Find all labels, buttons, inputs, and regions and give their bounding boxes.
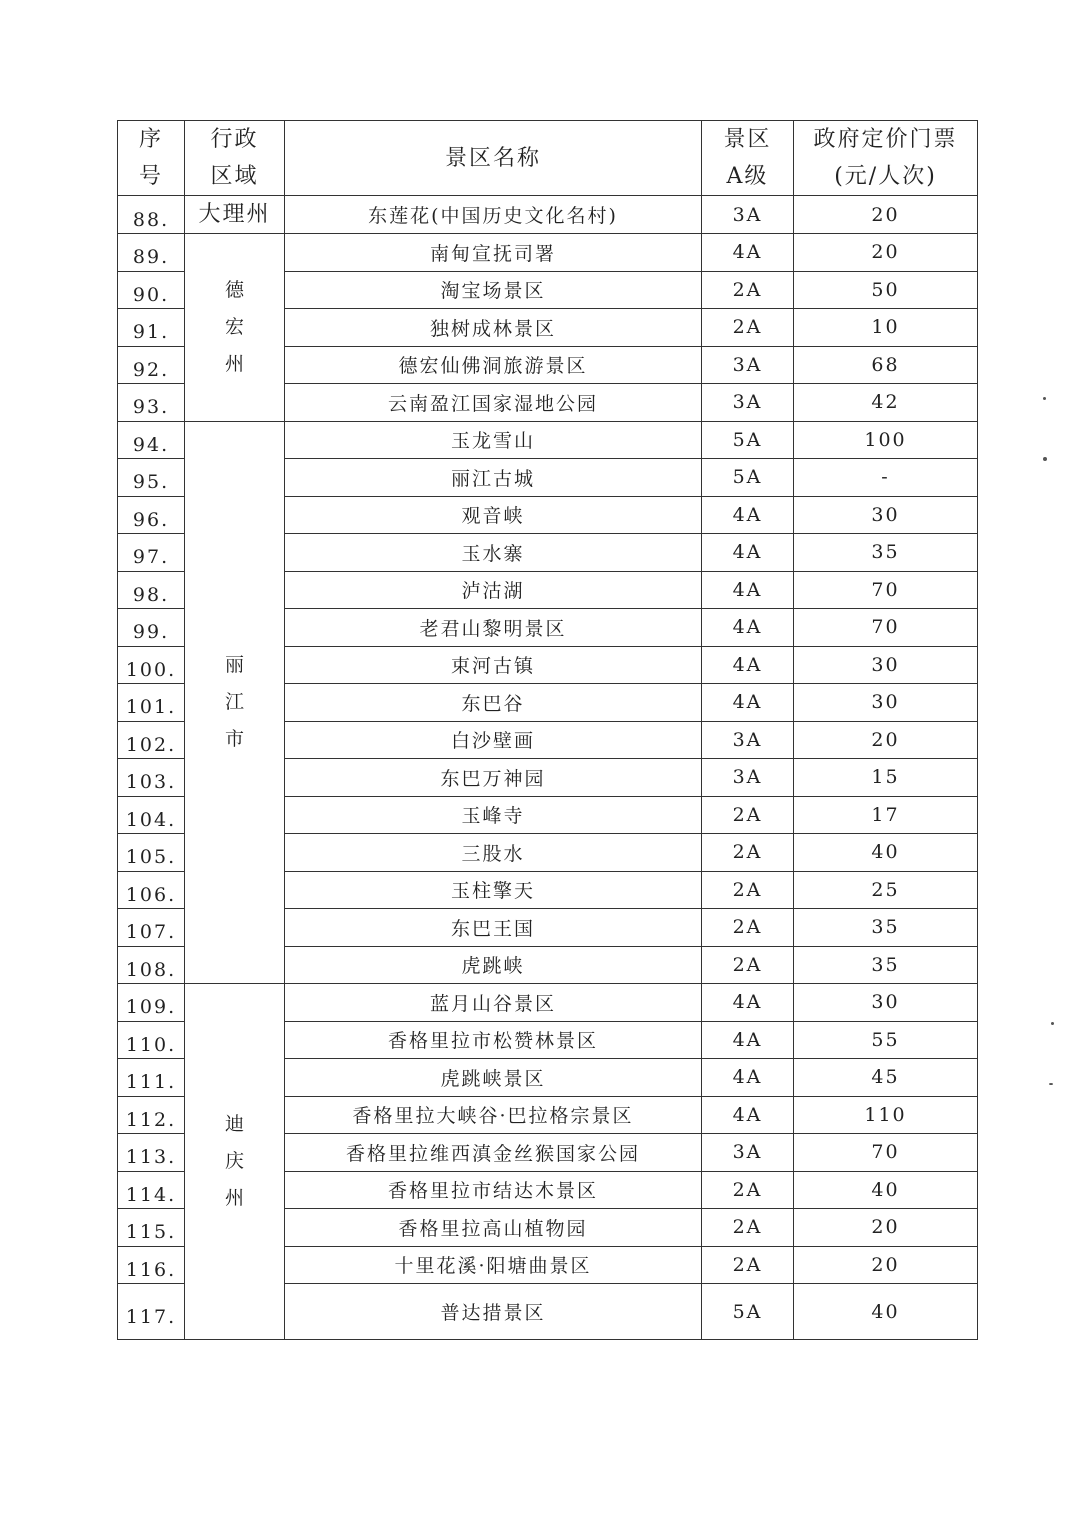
row-number-text: 115. — [125, 1221, 177, 1244]
row-number-text: 112. — [125, 1108, 177, 1131]
region-name: 德宏州 — [224, 278, 244, 375]
scenic-area-name: 玉峰寺 — [285, 796, 702, 834]
row-number — [118, 309, 185, 347]
ticket-price: 70 — [794, 609, 978, 647]
scenic-area-level: 4A — [702, 534, 794, 572]
scenic-area-level: 3A — [702, 196, 794, 234]
scenic-area-name: 观音峡 — [285, 496, 702, 534]
ticket-price: 68 — [794, 346, 978, 384]
row-number-text: 110. — [125, 1033, 177, 1056]
table-header-row — [118, 121, 978, 196]
row-number — [118, 1171, 185, 1209]
ticket-price: 30 — [794, 496, 978, 534]
row-number-text: 100. — [125, 658, 177, 681]
row-number — [118, 421, 185, 459]
row-number — [118, 271, 185, 309]
row-number — [118, 759, 185, 797]
scenic-area-name: 老君山黎明景区 — [285, 609, 702, 647]
scenic-area-name: 虎跳峡景区 — [285, 1059, 702, 1097]
region-name: 大理州 — [198, 202, 271, 227]
row-number — [118, 534, 185, 572]
ticket-price: 17 — [794, 796, 978, 834]
scenic-area-name: 玉柱擎天 — [285, 871, 702, 909]
scenic-area-name: 泸沽湖 — [285, 571, 702, 609]
row-number — [118, 609, 185, 647]
header-level: 景区A级 — [702, 121, 794, 196]
scenic-area-name: 香格里拉市松赞林景区 — [285, 1021, 702, 1059]
scenic-area-level: 3A — [702, 346, 794, 384]
ticket-price: 20 — [794, 1246, 978, 1284]
scenic-area-price-table — [117, 120, 978, 1340]
table-row — [118, 984, 978, 1022]
row-number — [118, 571, 185, 609]
row-number — [118, 871, 185, 909]
scenic-area-name: 三股水 — [285, 834, 702, 872]
region-name: 丽江市 — [224, 653, 244, 750]
row-number-text: 94. — [132, 433, 170, 456]
ticket-price: 30 — [794, 684, 978, 722]
ticket-price: 50 — [794, 271, 978, 309]
scenic-area-name: 束河古镇 — [285, 646, 702, 684]
scenic-area-level: 2A — [702, 1209, 794, 1247]
ticket-price: 70 — [794, 1134, 978, 1172]
row-number-text: 92. — [132, 358, 170, 381]
ticket-price: 35 — [794, 946, 978, 984]
ticket-price: - — [794, 459, 978, 497]
row-number-text: 105. — [125, 846, 177, 869]
scenic-area-level: 3A — [702, 721, 794, 759]
row-number — [118, 1021, 185, 1059]
ticket-price: 35 — [794, 534, 978, 572]
row-number-text: 117. — [125, 1305, 177, 1328]
scenic-area-name: 独树成林景区 — [285, 309, 702, 347]
scenic-area-level: 4A — [702, 234, 794, 272]
scenic-area-name: 蓝月山谷景区 — [285, 984, 702, 1022]
row-number — [118, 984, 185, 1022]
scenic-area-level: 2A — [702, 871, 794, 909]
scenic-area-name: 白沙壁画 — [285, 721, 702, 759]
scenic-area-level: 2A — [702, 834, 794, 872]
ticket-price: 42 — [794, 384, 978, 422]
ticket-price: 40 — [794, 834, 978, 872]
row-number-text: 102. — [125, 733, 177, 756]
scenic-area-level: 4A — [702, 1021, 794, 1059]
scenic-area-name: 香格里拉维西滇金丝猴国家公园 — [285, 1134, 702, 1172]
scenic-area-level: 4A — [702, 1059, 794, 1097]
row-number — [118, 721, 185, 759]
row-number-text: 107. — [125, 921, 177, 944]
scenic-area-level: 4A — [702, 1096, 794, 1134]
row-number-text: 113. — [125, 1146, 177, 1169]
row-number-text: 97. — [132, 546, 170, 569]
row-number — [118, 1246, 185, 1284]
row-number — [118, 384, 185, 422]
scenic-area-level: 5A — [702, 459, 794, 497]
scenic-area-level: 2A — [702, 1246, 794, 1284]
scenic-area-level: 5A — [702, 1284, 794, 1340]
scan-speck — [1049, 1083, 1053, 1085]
row-number — [118, 1096, 185, 1134]
row-number — [118, 1284, 185, 1340]
scenic-area-name: 东巴谷 — [285, 684, 702, 722]
ticket-price: 30 — [794, 984, 978, 1022]
scenic-area-level: 2A — [702, 309, 794, 347]
header-no: 序号 — [118, 121, 185, 196]
ticket-price: 30 — [794, 646, 978, 684]
ticket-price: 100 — [794, 421, 978, 459]
ticket-price: 45 — [794, 1059, 978, 1097]
scenic-area-name: 玉水寨 — [285, 534, 702, 572]
header-price: 政府定价门票(元/人次) — [794, 121, 978, 196]
scenic-area-name: 丽江古城 — [285, 459, 702, 497]
scan-speck — [1051, 1022, 1054, 1025]
row-number — [118, 459, 185, 497]
ticket-price: 35 — [794, 909, 978, 947]
scenic-area-level: 3A — [702, 384, 794, 422]
row-number-text: 106. — [125, 883, 177, 906]
row-number-text: 96. — [132, 508, 170, 531]
ticket-price: 20 — [794, 721, 978, 759]
row-number-text: 101. — [125, 696, 177, 719]
row-number — [118, 646, 185, 684]
scenic-area-name: 玉龙雪山 — [285, 421, 702, 459]
row-number — [118, 346, 185, 384]
scenic-area-name: 东巴万神园 — [285, 759, 702, 797]
scenic-area-name: 香格里拉高山植物园 — [285, 1209, 702, 1247]
scenic-area-name: 南甸宣抚司署 — [285, 234, 702, 272]
scenic-area-name: 普达措景区 — [285, 1284, 702, 1340]
table-row — [118, 421, 978, 459]
table-row — [118, 196, 978, 234]
row-number — [118, 834, 185, 872]
row-number — [118, 496, 185, 534]
scenic-area-name: 德宏仙佛洞旅游景区 — [285, 346, 702, 384]
scenic-area-name: 香格里拉市结达木景区 — [285, 1171, 702, 1209]
row-number-text: 91. — [132, 321, 170, 344]
scenic-area-level: 2A — [702, 909, 794, 947]
row-number — [118, 1209, 185, 1247]
row-number-text: 98. — [132, 583, 170, 606]
row-number — [118, 684, 185, 722]
row-number-text: 104. — [125, 808, 177, 831]
row-number-text: 114. — [125, 1183, 177, 1206]
region-cell — [185, 984, 285, 1340]
row-number-text: 95. — [132, 471, 170, 494]
row-number — [118, 946, 185, 984]
header-name: 景区名称 — [285, 121, 702, 196]
row-number-text: 88. — [132, 208, 170, 231]
ticket-price: 10 — [794, 309, 978, 347]
scenic-area-level: 3A — [702, 1134, 794, 1172]
ticket-price: 20 — [794, 196, 978, 234]
scan-speck — [1043, 457, 1047, 461]
ticket-price: 110 — [794, 1096, 978, 1134]
table-row — [118, 234, 978, 272]
scenic-area-name: 东巴王国 — [285, 909, 702, 947]
region-name: 迪庆州 — [224, 1113, 244, 1209]
scenic-area-name: 十里花溪·阳塘曲景区 — [285, 1246, 702, 1284]
row-number-text: 109. — [125, 996, 177, 1019]
scenic-area-level: 4A — [702, 984, 794, 1022]
scenic-area-level: 2A — [702, 271, 794, 309]
scenic-area-name: 东莲花(中国历史文化名村) — [285, 196, 702, 234]
row-number-text: 90. — [132, 283, 170, 306]
row-number — [118, 1134, 185, 1172]
scenic-area-level: 3A — [702, 759, 794, 797]
ticket-price: 40 — [794, 1284, 978, 1340]
row-number-text: 103. — [125, 771, 177, 794]
scenic-area-name: 香格里拉大峡谷·巴拉格宗景区 — [285, 1096, 702, 1134]
region-cell — [185, 234, 285, 422]
row-number — [118, 196, 185, 234]
row-number-text: 116. — [125, 1258, 177, 1281]
row-number-text: 99. — [132, 621, 170, 644]
scenic-area-level: 2A — [702, 1171, 794, 1209]
scenic-area-level: 4A — [702, 609, 794, 647]
scan-speck — [1043, 397, 1046, 400]
row-number-text: 89. — [132, 246, 170, 269]
scenic-area-level: 4A — [702, 646, 794, 684]
row-number — [118, 1059, 185, 1097]
scenic-area-level: 2A — [702, 946, 794, 984]
region-cell — [185, 421, 285, 984]
scenic-area-level: 2A — [702, 796, 794, 834]
scenic-area-name: 云南盈江国家湿地公园 — [285, 384, 702, 422]
row-number-text: 108. — [125, 958, 177, 981]
ticket-price: 25 — [794, 871, 978, 909]
ticket-price: 55 — [794, 1021, 978, 1059]
region-cell — [185, 196, 285, 234]
scenic-area-level: 4A — [702, 684, 794, 722]
header-region: 行政区域 — [185, 121, 285, 196]
row-number-text: 93. — [132, 396, 170, 419]
row-number — [118, 909, 185, 947]
ticket-price: 20 — [794, 234, 978, 272]
row-number — [118, 796, 185, 834]
ticket-price: 15 — [794, 759, 978, 797]
scenic-area-level: 4A — [702, 571, 794, 609]
scenic-area-name: 淘宝场景区 — [285, 271, 702, 309]
ticket-price: 40 — [794, 1171, 978, 1209]
row-number — [118, 234, 185, 272]
scenic-area-level: 5A — [702, 421, 794, 459]
scenic-area-name: 虎跳峡 — [285, 946, 702, 984]
row-number-text: 111. — [125, 1071, 177, 1094]
ticket-price: 70 — [794, 571, 978, 609]
scenic-area-level: 4A — [702, 496, 794, 534]
ticket-price: 20 — [794, 1209, 978, 1247]
